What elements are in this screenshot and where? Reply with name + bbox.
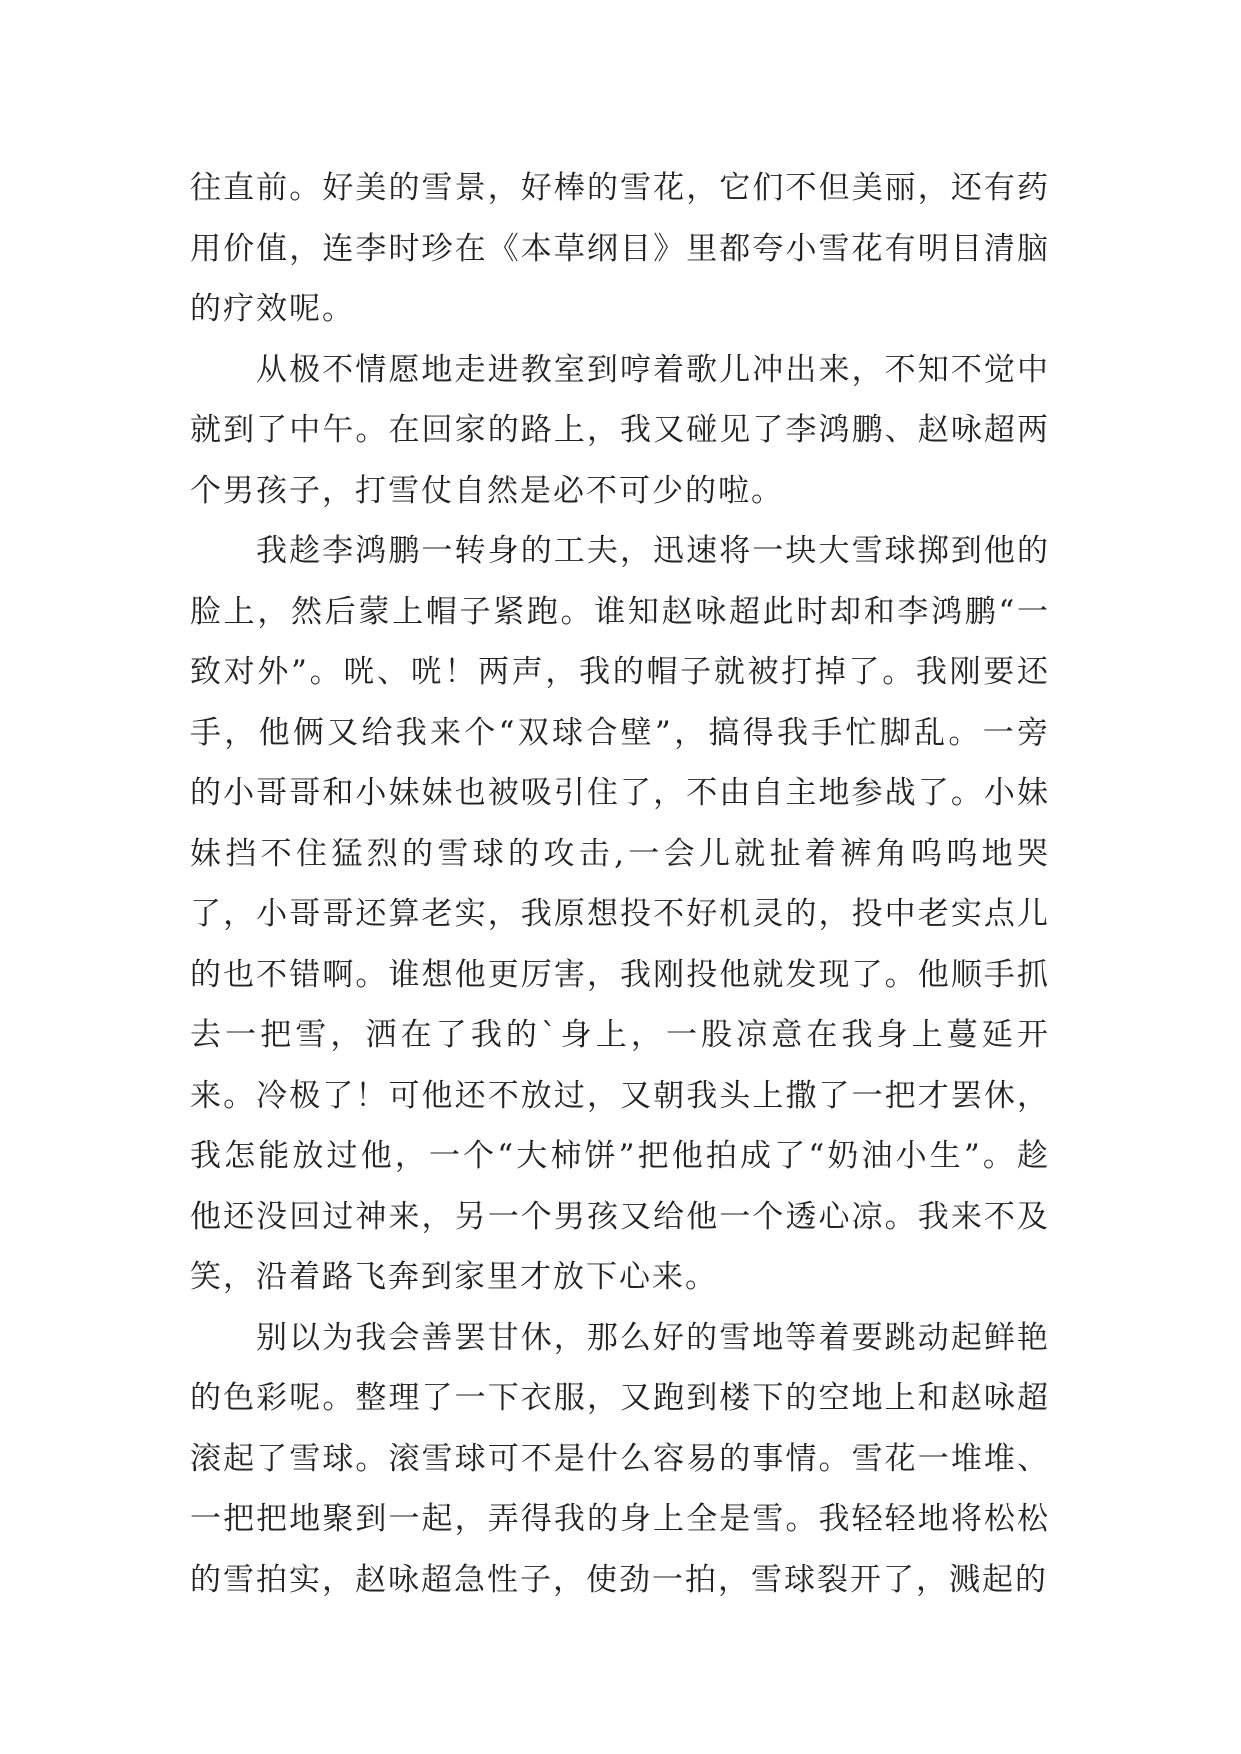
paragraph-4: 别以为我会善罢甘休，那么好的雪地等着要跳动起鲜艳的色彩呢。整理了一下衣服，又跑到楼下的空地上和赵咏超滚起了雪球。滚雪球可不是什么容易的事情。雪花一堆堆、一把把地聚到一起，弄得我的身上全是雪。我轻轻地将松松的雪拍实，赵咏超急性子，使劲一拍，雪球裂开了，溅起的 (190, 1319, 1050, 1598)
body-text (190, 158, 1050, 1610)
paragraph-2: 从极不情愿地走进教室到哼着歌儿冲出来，不知不觉中就到了中午。在回家的路上，我又碰见了李鸿鹏、赵咏超两个男孩子，打雪仗自然是必不可少的啦。 (190, 351, 1050, 509)
paragraph-3: 我趁李鸿鹏一转身的工夫，迅速将一块大雪球掷到他的脸上，然后蒙上帽子紧跑。谁知赵咏超此时却和李鸿鹏“一致对外”。咣、咣！两声，我的帽子就被打掉了。我刚要还手，他俩又给我来个“双球合壁”，搞得我手忙脚乱。一旁的小哥哥和小妹妹也被吸引住了，不由自主地参战了。小妹妹挡不住猛烈的雪球的攻击,一会儿就扯着裤角呜呜地哭了，小哥哥还算老实，我原想投不好机灵的，投中老实点儿的也不错啊。谁想他更厉害，我刚投他就发现了。他顺手抓去一把雪，洒在了我的`身上，一股凉意在我身上蔓延开来。冷极了！可他还不放过，又朝我头上撒了一把才罢休，我怎能放过他，一个“大柿饼”把他拍成了“奶油小生”。趁他还没回过神来，另一个男孩又给他一个透心凉。我来不及笑，沿着路飞奔到家里才放下心来。 (190, 533, 1050, 1295)
paragraph-1: 往直前。好美的雪景，好棒的雪花，它们不但美丽，还有药用价值，连李时珍在《本草纲目》里都夸小雪花有明目清脑的疗效呢。 (190, 170, 1050, 327)
